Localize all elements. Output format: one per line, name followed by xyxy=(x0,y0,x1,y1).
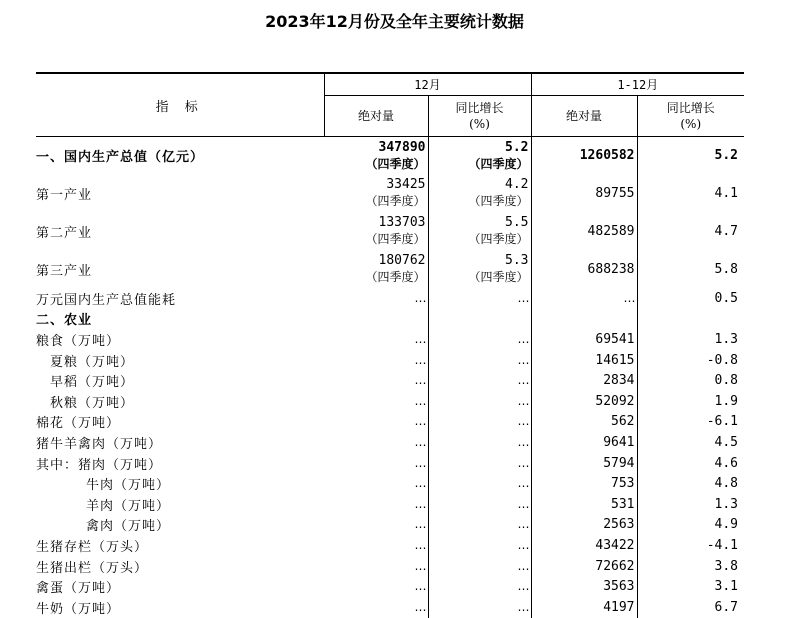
cell-value: 3563 xyxy=(603,579,635,595)
table-row xyxy=(36,494,744,515)
cell-value: … xyxy=(517,455,529,470)
table-row xyxy=(36,250,744,288)
cell-value: 1.3 xyxy=(714,331,739,347)
month-abs-cell xyxy=(324,288,428,309)
month-group-header: 12月 xyxy=(324,73,531,96)
month-abs-cell xyxy=(324,350,428,371)
cell-value: … xyxy=(517,517,529,532)
abs-label: 绝对量 xyxy=(357,109,394,123)
table-row xyxy=(36,174,744,212)
year-abs-cell xyxy=(531,412,637,433)
month-yoy-cell xyxy=(428,453,531,474)
month-yoy-cell xyxy=(428,515,531,536)
month-yoy-cell xyxy=(428,391,531,412)
month-yoy-cell xyxy=(428,309,531,330)
year-yoy-cell xyxy=(637,535,744,556)
month-abs-cell xyxy=(324,432,428,453)
table-row xyxy=(36,576,744,597)
row-label: 一、国内生产总值（亿元） xyxy=(36,150,205,165)
cell-value: … xyxy=(517,393,529,408)
yoy-label: 同比增长 xyxy=(666,101,715,115)
month-abs-cell xyxy=(324,250,428,288)
year-abs-cell xyxy=(531,329,637,350)
cell-value: 1.9 xyxy=(714,393,739,409)
cell-value: 347890 xyxy=(378,139,426,155)
cell-value: 4.5 xyxy=(714,434,739,450)
month-yoy-cell xyxy=(428,250,531,288)
month-abs-cell xyxy=(324,453,428,474)
cell-value: … xyxy=(517,373,529,388)
year-yoy-cell xyxy=(637,597,744,618)
cell-value: … xyxy=(414,352,426,367)
cell-value: 688238 xyxy=(587,261,635,277)
month-yoy-cell xyxy=(428,432,531,453)
cell-value: … xyxy=(414,476,426,491)
cell-value: 14615 xyxy=(595,352,635,368)
row-label: 粮食（万吨） xyxy=(36,333,121,349)
row-label: 禽肉（万吨） xyxy=(86,519,171,535)
row-label: 二、农业 xyxy=(36,313,93,329)
month-abs-cell xyxy=(324,473,428,494)
year-abs-cell xyxy=(531,494,637,515)
cell-value: -0.8 xyxy=(706,352,739,368)
row-label: 早稻（万吨） xyxy=(50,375,135,391)
cell-value: … xyxy=(414,434,426,449)
year-abs-cell xyxy=(531,174,637,212)
cell-value: 5794 xyxy=(603,455,635,471)
cell-value: … xyxy=(414,517,426,532)
table-row xyxy=(36,453,744,474)
year-yoy-cell xyxy=(637,174,744,212)
cell-value: 5.2 xyxy=(505,139,529,155)
year-abs-cell xyxy=(531,137,637,175)
table-row xyxy=(36,535,744,556)
cell-note: （四季度） xyxy=(468,232,529,246)
cell-value: 9641 xyxy=(603,434,635,450)
cell-value: 4.2 xyxy=(505,177,529,192)
year-abs-cell xyxy=(531,391,637,412)
cell-value: 3.8 xyxy=(714,558,739,574)
row-label: 羊肉（万吨） xyxy=(86,498,171,514)
cell-value: … xyxy=(414,455,426,470)
cell-value: … xyxy=(517,599,529,614)
table-row xyxy=(36,597,744,618)
cell-value: 69541 xyxy=(595,331,635,347)
cell-value: 6.7 xyxy=(714,599,739,615)
cell-value: 3.1 xyxy=(714,579,739,595)
table-row xyxy=(36,137,744,175)
cell-value: 33425 xyxy=(386,177,426,192)
month-yoy-cell xyxy=(428,137,531,175)
table-row xyxy=(36,473,744,494)
month-abs-cell xyxy=(324,515,428,536)
cell-value: 5.2 xyxy=(714,148,739,163)
year-abs-cell xyxy=(531,453,637,474)
year-abs-cell xyxy=(531,250,637,288)
year-abs-cell xyxy=(531,597,637,618)
month-yoy-cell xyxy=(428,576,531,597)
row-label: 棉花（万吨） xyxy=(36,416,121,432)
month-abs-cell xyxy=(324,212,428,250)
month-yoy-cell xyxy=(428,370,531,391)
row-label: 万元国内生产总值能耗 xyxy=(36,292,177,308)
year-abs-header xyxy=(531,96,637,137)
cell-value: 753 xyxy=(611,476,635,492)
month-yoy-cell xyxy=(428,597,531,618)
year-abs-cell xyxy=(531,432,637,453)
year-yoy-cell xyxy=(637,212,744,250)
cell-value: … xyxy=(517,496,529,511)
year-abs-cell xyxy=(531,212,637,250)
cell-value: 5.8 xyxy=(714,261,739,277)
year-yoy-cell xyxy=(637,329,744,350)
cell-value: … xyxy=(517,558,529,573)
cell-value: 0.8 xyxy=(714,373,739,389)
cell-value: 52092 xyxy=(595,393,635,409)
cell-note: （四季度） xyxy=(365,156,426,171)
year-yoy-header xyxy=(637,96,744,137)
page-title: 2023年12月份及全年主要统计数据 xyxy=(265,12,524,31)
year-abs-cell xyxy=(531,576,637,597)
cell-value: … xyxy=(414,537,426,552)
table-row xyxy=(36,288,744,309)
month-abs-cell xyxy=(324,494,428,515)
cell-value: … xyxy=(517,434,529,449)
cell-value: 180762 xyxy=(378,253,426,268)
year-abs-cell xyxy=(531,288,637,309)
table-row xyxy=(36,370,744,391)
cell-note: （四季度） xyxy=(468,270,529,284)
table-row xyxy=(36,432,744,453)
table-row xyxy=(36,309,744,330)
table-row xyxy=(36,212,744,250)
month-abs-cell xyxy=(324,535,428,556)
month-abs-cell xyxy=(324,329,428,350)
yoy-unit: (%) xyxy=(469,117,490,131)
statistics-table xyxy=(36,72,744,618)
month-yoy-cell xyxy=(428,494,531,515)
row-label: 牛奶（万吨） xyxy=(36,601,121,617)
month-abs-header xyxy=(324,96,428,137)
row-label: 第一产业 xyxy=(36,187,93,203)
year-abs-cell xyxy=(531,350,637,371)
row-label: 生猪出栏（万头） xyxy=(36,560,149,576)
cell-note: （四季度） xyxy=(365,232,426,246)
cell-value: 4.7 xyxy=(714,223,739,239)
month-yoy-header xyxy=(428,96,531,137)
cell-value: 4.6 xyxy=(714,455,739,471)
year-yoy-cell xyxy=(637,453,744,474)
cell-value: -4.1 xyxy=(706,537,739,553)
year-yoy-cell xyxy=(637,309,744,330)
year-yoy-cell xyxy=(637,370,744,391)
cell-value: … xyxy=(517,352,529,367)
cell-value: 133703 xyxy=(378,215,426,230)
cell-value: … xyxy=(517,537,529,552)
yoy-unit: (%) xyxy=(680,117,702,131)
month-abs-cell xyxy=(324,391,428,412)
cell-value: … xyxy=(414,599,426,614)
cell-value: -6.1 xyxy=(706,414,739,430)
cell-value: … xyxy=(414,331,426,346)
month-abs-cell xyxy=(324,576,428,597)
row-label: 第三产业 xyxy=(36,263,93,279)
cell-value: 72662 xyxy=(595,558,635,574)
year-yoy-cell xyxy=(637,432,744,453)
year-yoy-cell xyxy=(637,288,744,309)
cell-value: 4197 xyxy=(603,599,635,615)
cell-value: 43422 xyxy=(595,537,635,553)
cell-value: … xyxy=(517,290,529,305)
table-row xyxy=(36,556,744,577)
cell-value: 5.5 xyxy=(505,215,529,230)
cell-value: … xyxy=(623,290,635,305)
cell-note: （四季度） xyxy=(365,270,426,284)
month-abs-cell xyxy=(324,597,428,618)
cell-value: … xyxy=(414,558,426,573)
cell-value: … xyxy=(517,414,529,429)
year-yoy-cell xyxy=(637,473,744,494)
month-yoy-cell xyxy=(428,174,531,212)
month-abs-cell xyxy=(324,556,428,577)
cell-note: （四季度） xyxy=(468,156,529,171)
row-label: 禽蛋（万吨） xyxy=(36,581,121,597)
cell-value: 5.3 xyxy=(505,253,529,268)
year-group-header: 1-12月 xyxy=(531,73,744,96)
cell-value: … xyxy=(414,496,426,511)
cell-value: … xyxy=(414,393,426,408)
year-yoy-cell xyxy=(637,350,744,371)
abs-label: 绝对量 xyxy=(566,109,603,123)
month-abs-cell xyxy=(324,412,428,433)
cell-value: 4.1 xyxy=(714,185,739,201)
yoy-label: 同比增长 xyxy=(455,101,504,115)
year-yoy-cell xyxy=(637,576,744,597)
year-abs-cell xyxy=(531,515,637,536)
cell-value: 2563 xyxy=(603,517,635,533)
table-row xyxy=(36,391,744,412)
cell-value: 1260582 xyxy=(579,148,635,163)
cell-value: 4.9 xyxy=(714,517,739,533)
cell-value: 1.3 xyxy=(714,496,739,512)
month-yoy-cell xyxy=(428,350,531,371)
row-label: 牛肉（万吨） xyxy=(86,478,171,494)
month-abs-cell xyxy=(324,137,428,175)
month-yoy-cell xyxy=(428,329,531,350)
year-abs-cell xyxy=(531,535,637,556)
year-yoy-cell xyxy=(637,515,744,536)
cell-value: 4.8 xyxy=(714,476,739,492)
table-row xyxy=(36,515,744,536)
cell-value: … xyxy=(414,414,426,429)
cell-value: 2834 xyxy=(603,373,635,389)
cell-value: … xyxy=(414,373,426,388)
row-label: 夏粮（万吨） xyxy=(50,354,135,370)
cell-note: （四季度） xyxy=(468,194,529,208)
year-yoy-cell xyxy=(637,137,744,175)
year-abs-cell xyxy=(531,370,637,391)
year-yoy-cell xyxy=(637,556,744,577)
year-yoy-cell xyxy=(637,494,744,515)
cell-value: … xyxy=(414,579,426,594)
month-yoy-cell xyxy=(428,535,531,556)
cell-value: … xyxy=(517,476,529,491)
year-abs-cell xyxy=(531,556,637,577)
month-yoy-cell xyxy=(428,288,531,309)
cell-value: … xyxy=(517,579,529,594)
year-abs-cell xyxy=(531,473,637,494)
cell-value: 0.5 xyxy=(714,290,739,306)
month-yoy-cell xyxy=(428,473,531,494)
row-label: 生猪存栏（万头） xyxy=(36,539,149,555)
year-yoy-cell xyxy=(637,412,744,433)
indicator-header: 指 标 xyxy=(36,73,324,137)
row-label: 其中：猪肉（万吨） xyxy=(36,457,163,473)
cell-note: （四季度） xyxy=(365,194,426,208)
row-label: 秋粮（万吨） xyxy=(50,395,135,411)
cell-value: 531 xyxy=(611,496,635,512)
month-abs-cell xyxy=(324,174,428,212)
table-row xyxy=(36,329,744,350)
month-yoy-cell xyxy=(428,212,531,250)
row-label: 第二产业 xyxy=(36,225,93,241)
year-abs-cell xyxy=(531,309,637,330)
month-yoy-cell xyxy=(428,556,531,577)
table-row xyxy=(36,350,744,371)
month-yoy-cell xyxy=(428,412,531,433)
cell-value: 89755 xyxy=(595,185,635,201)
cell-value: … xyxy=(414,290,426,305)
cell-value: 482589 xyxy=(587,223,635,239)
year-yoy-cell xyxy=(637,391,744,412)
row-label: 猪牛羊禽肉（万吨） xyxy=(36,436,163,452)
year-yoy-cell xyxy=(637,250,744,288)
cell-value: … xyxy=(517,331,529,346)
month-abs-cell xyxy=(324,309,428,330)
cell-value: 562 xyxy=(611,414,635,430)
month-abs-cell xyxy=(324,370,428,391)
table-row xyxy=(36,412,744,433)
